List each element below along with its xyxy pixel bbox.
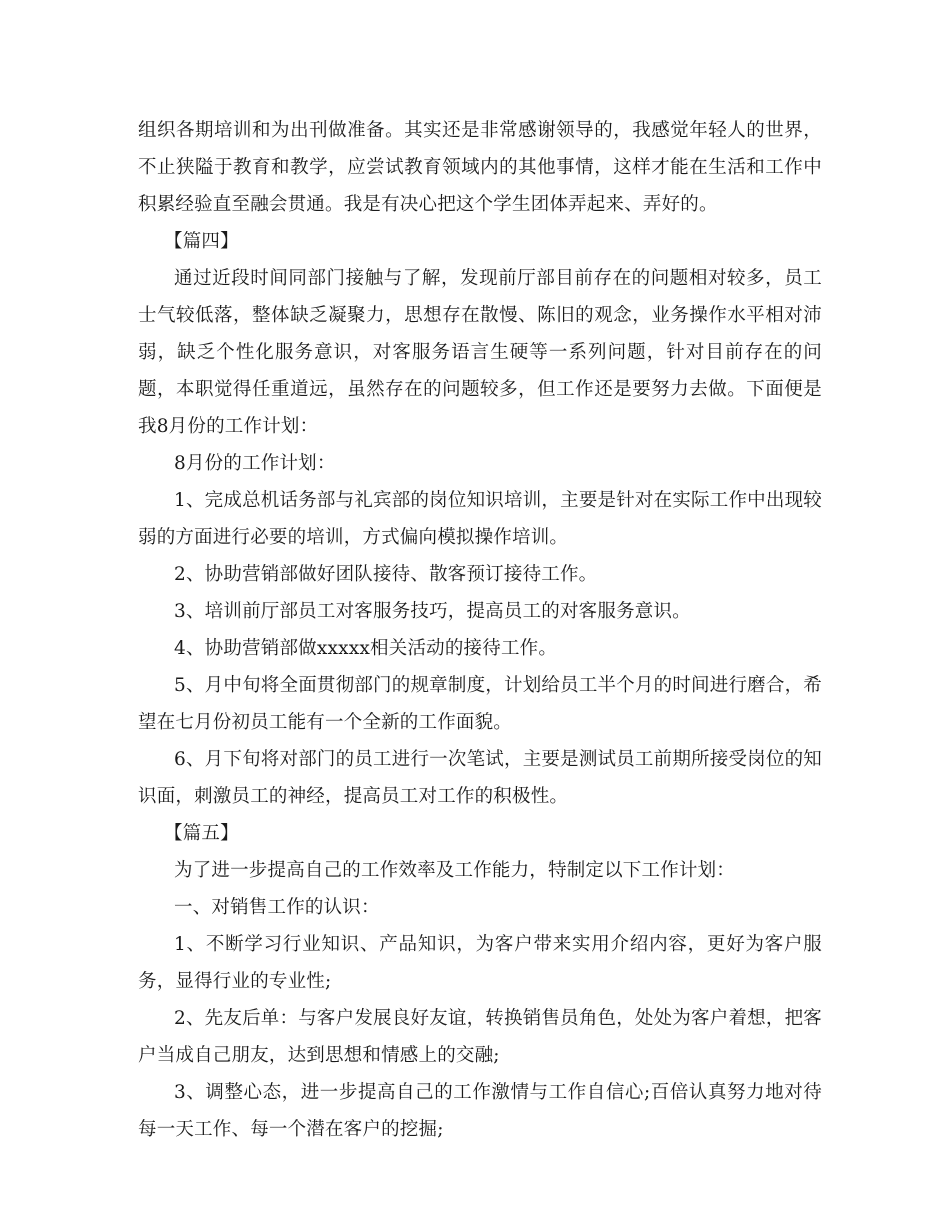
- sales-item-3: 3、调整心态，进一步提高自己的工作激情与工作自信心;百倍认真努力地对待每一天工作、每一个潜在客户的挖掘;: [138, 1082, 822, 1140]
- sales-item-2: 2、先友后单：与客户发展良好友谊，转换销售员角色，处处为客户着想，把客户当成自己朋友，达到思想和情感上的交融;: [138, 1008, 822, 1066]
- section-heading-part5: 【篇五】: [164, 823, 239, 844]
- section-heading-part4: 【篇四】: [164, 231, 239, 252]
- document-body: [138, 112, 822, 1148]
- plan-item-2: 2、协助营销部做好团队接待、散客预订接待工作。: [174, 564, 598, 585]
- plan-item-4: 4、协助营销部做xxxxx相关活动的接待工作。: [174, 638, 558, 659]
- paragraph-intro-part4: 通过近段时间同部门接触与了解，发现前厅部目前存在的问题相对较多，员工士气较低落，整体缺乏凝聚力，思想存在散慢、陈旧的观念，业务操作水平相对沛弱，缺乏个性化服务意识，对客服务语言生硬等一系列问题，针对目前存在的问题，本职觉得任重道远，虽然存在的问题较多，但工作还是要努力去做。下面便是我8月份的工作计划：: [138, 268, 822, 437]
- paragraph-plan-title: 8月份的工作计划：: [174, 453, 336, 474]
- sales-item-1: 1、不断学习行业知识、产品知识，为客户带来实用介绍内容，更好为客户服务，显得行业的专业性;: [138, 934, 822, 992]
- plan-item-5: 5、月中旬将全面贯彻部门的规章制度，计划给员工半个月的时间进行磨合，希望在七月份初员工能有一个全新的工作面貌。: [138, 675, 822, 733]
- subheading-sales-understanding: 一、对销售工作的认识：: [174, 897, 380, 918]
- paragraph-intro-part5: 为了进一步提高自己的工作效率及工作能力，特制定以下工作计划：: [174, 860, 736, 881]
- plan-item-6: 6、月下旬将对部门的员工进行一次笔试，主要是测试员工前期所接受岗位的知识面，刺激员工的神经，提高员工对工作的积极性。: [138, 749, 822, 807]
- plan-item-3: 3、培训前厅部员工对客服务技巧，提高员工的对客服务意识。: [174, 601, 691, 622]
- plan-item-1: 1、完成总机话务部与礼宾部的岗位知识培训，主要是针对在实际工作中出现较弱的方面进行必要的培训，方式偏向模拟操作培训。: [138, 490, 822, 548]
- paragraph-continuation: 组织各期培训和为出刊做准备。其实还是非常感谢领导的，我感觉年轻人的世界，不止狭隘于教育和教学，应尝试教育领域内的其他事情，这样才能在生活和工作中积累经验直至融会贯通。我是有决心把这个学生团体弄起来、弄好的。: [138, 120, 822, 215]
